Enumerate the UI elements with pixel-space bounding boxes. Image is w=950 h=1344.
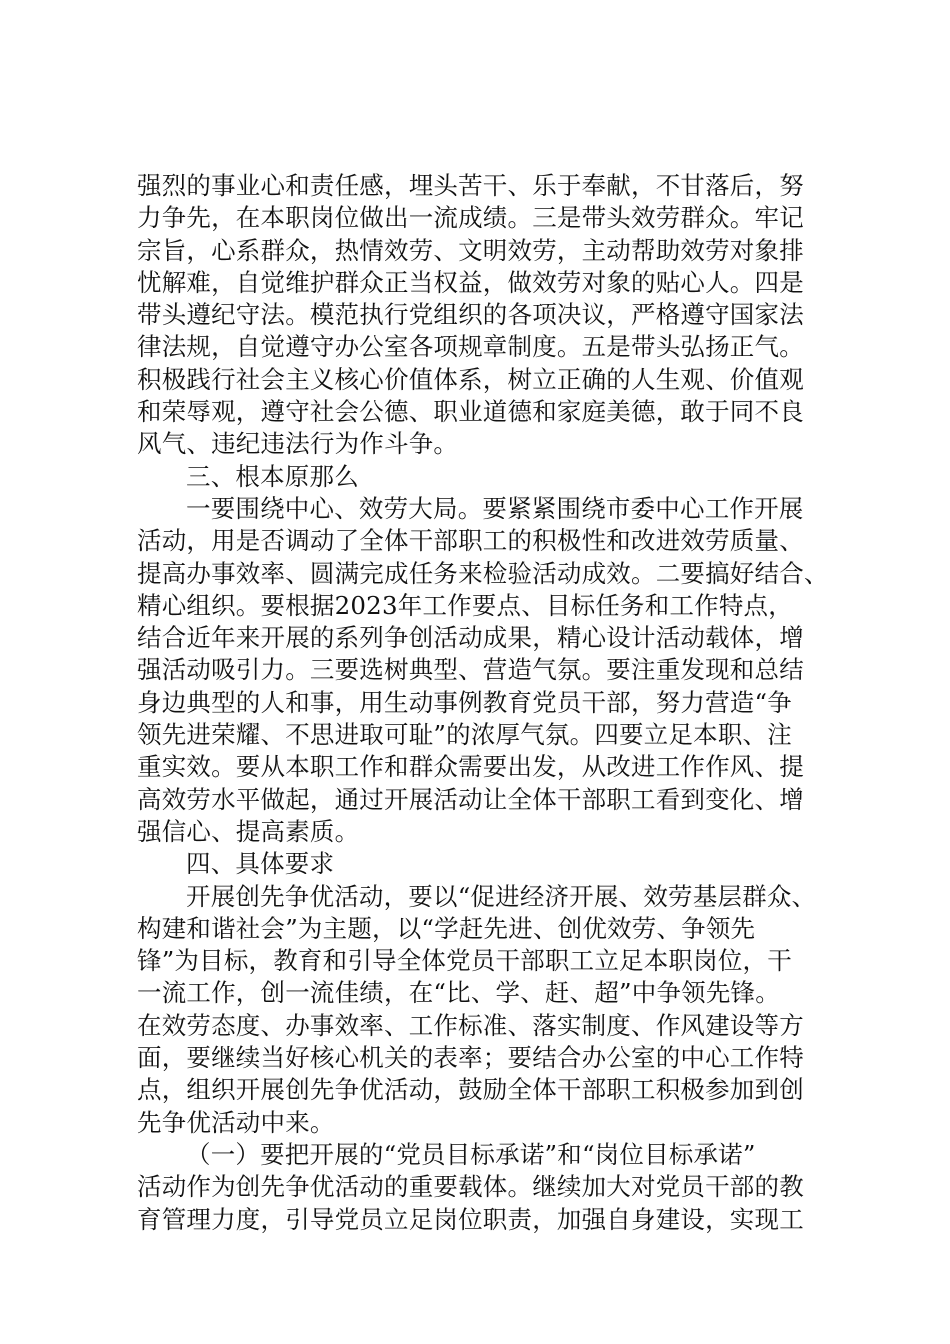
text-line: 一流工作，创一流佳绩，在“比、学、赶、超”中争领先锋。 — [137, 978, 780, 1008]
text-line: 强活动吸引力。三要选树典型、营造气氛。要注重发现和总结 — [137, 655, 804, 685]
text-line: 强信心、提高素质。 — [137, 816, 360, 846]
text-line: 高效劳水平做起，通过开展活动让全体干部职工看到变化、增 — [137, 784, 804, 814]
text-line: 忧解难，自觉维护群众正当权益，做效劳对象的贴心人。四是 — [137, 267, 804, 297]
text-line: 结合近年来开展的系列争创活动成果，精心设计活动载体，增 — [137, 623, 804, 653]
text-line: 和荣辱观，遵守社会公德、职业道德和家庭美德，敢于同不良 — [137, 397, 804, 427]
text-line: 活动，用是否调动了全体干部职工的积极性和改进效劳质量、 — [137, 526, 804, 556]
text-line: 育管理力度，引导党员立足岗位职责，加强自身建设，实现工 — [137, 1204, 804, 1234]
subsection-first-line: （一）要把开展的“党员目标承诺”和“岗位目标承诺” — [186, 1139, 756, 1169]
text-line: 积极践行社会主义核心价值体系，树立正确的人生观、价值观 — [137, 364, 804, 394]
paragraph-first-line: 开展创先争优活动，要以“促进经济开展、效劳基层群众、 — [186, 881, 817, 911]
text-line: 构建和谐社会”为主题，以“学赶先进、创优效劳、争领先 — [137, 913, 756, 943]
text-line: 重实效。要从本职工作和群众需要出发，从改进工作作风、提 — [137, 752, 804, 782]
text-line: 点，组织开展创先争优活动，鼓励全体干部职工积极参加到创 — [137, 1075, 804, 1105]
section-heading: 四、具体要求 — [186, 849, 335, 879]
text-line: 律法规，自觉遵守办公室各项规章制度。五是带头弘扬正气。 — [137, 332, 804, 362]
text-line: 先争优活动中来。 — [137, 1107, 335, 1137]
text-line: 领先进荣耀、不思进取可耻”的浓厚气氛。四要立足本职、注 — [137, 720, 792, 750]
document-body — [137, 170, 837, 1236]
text-line: 在效劳态度、办事效率、工作标准、落实制度、作风建设等方 — [137, 1010, 804, 1040]
text-line: 锋”为目标，教育和引导全体党员干部职工立足本职岗位，干 — [137, 946, 792, 976]
text-line: 宗旨，心系群众，热情效劳、文明效劳，主动帮助效劳对象排 — [137, 235, 804, 265]
paragraph-first-line: 一要围绕中心、效劳大局。要紧紧围绕市委中心工作开展 — [186, 493, 804, 523]
text-line: 身边典型的人和事，用生动事例教育党员干部，努力营造“争 — [137, 687, 792, 717]
text-line: 面，要继续当好核心机关的表率；要结合办公室的中心工作特 — [137, 1043, 804, 1073]
text-line: 带头遵纪守法。模范执行党组织的各项决议，严格遵守国家法 — [137, 300, 804, 330]
text-line: 力争先，在本职岗位做出一流成绩。三是带头效劳群众。牢记 — [137, 203, 804, 233]
text-line: 提高办事效率、圆满完成任务来检验活动成效。二要搞好结合、 — [137, 558, 829, 588]
text-line: 活动作为创先争优活动的重要载体。继续加大对党员干部的教 — [137, 1172, 804, 1202]
text-line: 风气、违纪违法行为作斗争。 — [137, 429, 459, 459]
section-heading: 三、根本原那么 — [186, 461, 359, 491]
text-line: 强烈的事业心和责任感，埋头苦干、乐于奉献，不甘落后，努 — [137, 171, 804, 200]
text-line: 精心组织。要根据2023年工作要点、目标任务和工作特点， — [137, 590, 793, 620]
